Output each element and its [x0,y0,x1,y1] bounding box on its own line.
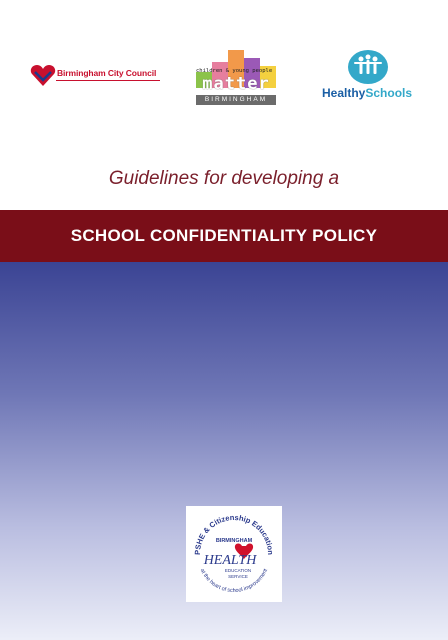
healthy-word: Healthy [322,86,366,100]
council-name: Birmingham City Council [57,68,157,78]
logo-strip [0,0,448,130]
seal-health: HEALTH [203,553,257,568]
seal-education: EDUCATION [224,568,252,573]
healthy-schools-logo [322,48,422,103]
cypm-matter-word: matter [202,74,270,94]
heart-icon [30,64,56,88]
birmingham-city-council-logo [30,64,165,92]
title-band [0,210,448,262]
cypm-logo [196,50,276,106]
schools-word: Schools [365,86,413,100]
cover-title: SCHOOL CONFIDENTIALITY POLICY [70,226,378,245]
seal-bottom-text: at the heart of school improvement [198,568,270,594]
cypm-place: BIRMINGHAM [196,95,276,105]
seal-birmingham: BIRMINGHAM [215,538,253,544]
cypm-tagline: children & young people [196,68,273,74]
healthy-schools-wordmark [322,86,422,100]
cover-subtitle: Guidelines for developing a [108,168,340,189]
seal-top-text: PSHE & Citizenship Education [192,512,276,556]
children-figures-icon [348,50,388,84]
pshe-seal-icon [186,506,282,602]
seal-service: SERVICE [228,574,248,579]
healthy-schools-emblem [348,50,388,84]
council-underline [56,80,160,81]
pshe-citizenship-logo [186,506,282,602]
